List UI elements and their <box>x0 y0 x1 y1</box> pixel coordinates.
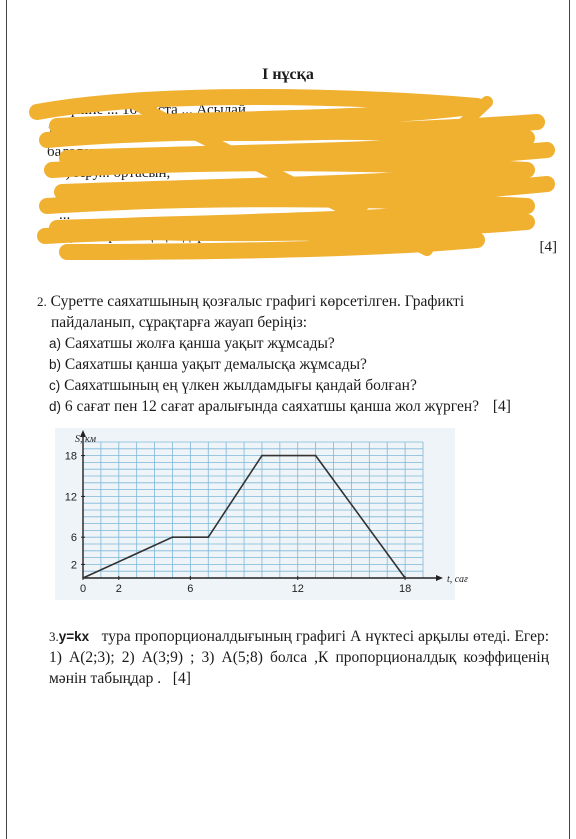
y-tick-label: 18 <box>64 450 77 463</box>
question-1-option: ...) Өзгеріс ... қаңыздар. <box>59 228 209 244</box>
x-tick-label: 18 <box>398 583 412 595</box>
question-3 <box>49 626 549 689</box>
series-point <box>261 455 263 457</box>
option-text: Саяхатшы қанша уақыт демалысқа жұмсады? <box>64 356 367 373</box>
page-title: І нұсқа <box>262 66 314 83</box>
option-letter: d) <box>49 399 62 414</box>
question-2 <box>37 291 557 417</box>
y-axis-label: S, км <box>75 434 97 445</box>
y-tick-label: 6 <box>70 532 77 545</box>
x-tick-label: 0 <box>79 583 87 595</box>
option-text: Саяхатшы жолға қанша уақыт жұмсады? <box>64 335 335 352</box>
question-1-option: в) М...дасын: <box>59 186 143 202</box>
question-3-number: 3. <box>49 629 59 644</box>
x-tick-label: 2 <box>115 583 122 595</box>
question-1-option: ... <box>59 207 71 223</box>
y-tick-label: 2 <box>70 559 77 572</box>
series-point <box>315 455 317 457</box>
option-letter: a) <box>49 336 62 351</box>
question-2-option-b <box>37 354 557 375</box>
question-1-line: 13 жаста, Аружан 12 жаста,Ғалғаным 10 жаста. Жарысқа қатысқан <box>47 123 476 139</box>
series-point <box>207 536 209 538</box>
motion-graph-svg <box>55 428 468 600</box>
question-3-formula: y=kx <box>58 629 90 644</box>
series-point <box>404 577 406 579</box>
question-1 <box>47 100 557 255</box>
option-letter: c) <box>49 378 61 393</box>
question-2-option-c <box>37 375 557 396</box>
x-tick-label: 6 <box>187 583 194 595</box>
series-point <box>82 577 84 579</box>
question-2-marks: [4] <box>492 398 511 415</box>
worksheet-page <box>6 0 570 839</box>
x-tick-label: 12 <box>291 583 304 595</box>
question-2-option-a <box>37 333 557 354</box>
option-letter: b) <box>49 357 62 372</box>
option-text: Саяхатшының ең үлкен жылдамдығы қандай болған? <box>64 377 417 394</box>
x-axis-arrow <box>436 575 443 581</box>
question-2-stem: Суретте саяхатшының қозғалыс графигі көрсетілген. Графикті <box>50 293 465 310</box>
y-tick-label: 12 <box>64 491 77 504</box>
question-2-stem-line2: пайдаланып, сұрақтарға жауап беріңіз: <box>51 314 308 331</box>
question-1-line: балалар ... <box>47 144 113 160</box>
question-3-marks: [4] <box>172 670 191 687</box>
question-2-option-d <box>37 396 557 417</box>
question-2-number: 2. <box>37 294 47 309</box>
x-axis-label: t, сағ <box>447 574 468 585</box>
question-1-option: а) Ару... ортасын, <box>59 165 171 181</box>
series-point <box>172 536 174 538</box>
motion-graph <box>55 428 468 600</box>
question-1-line: ын үйіне ... 16 жаста ... Асылай <box>47 102 246 118</box>
question-1-marks: [4] <box>539 239 557 255</box>
option-text: 6 сағат пен 12 сағат аралығында саяхатшы қанша жол жүрген? <box>64 398 479 415</box>
question-3-text: тура пропорционалдығының графигі А нүктесі арқылы өтеді. Егер: 1) А(2;3); 2) А(3;9) ; 3) А(5;8) болса ,К пропорционалдық коэффиценің мәнін табыңдар . <box>49 628 550 687</box>
